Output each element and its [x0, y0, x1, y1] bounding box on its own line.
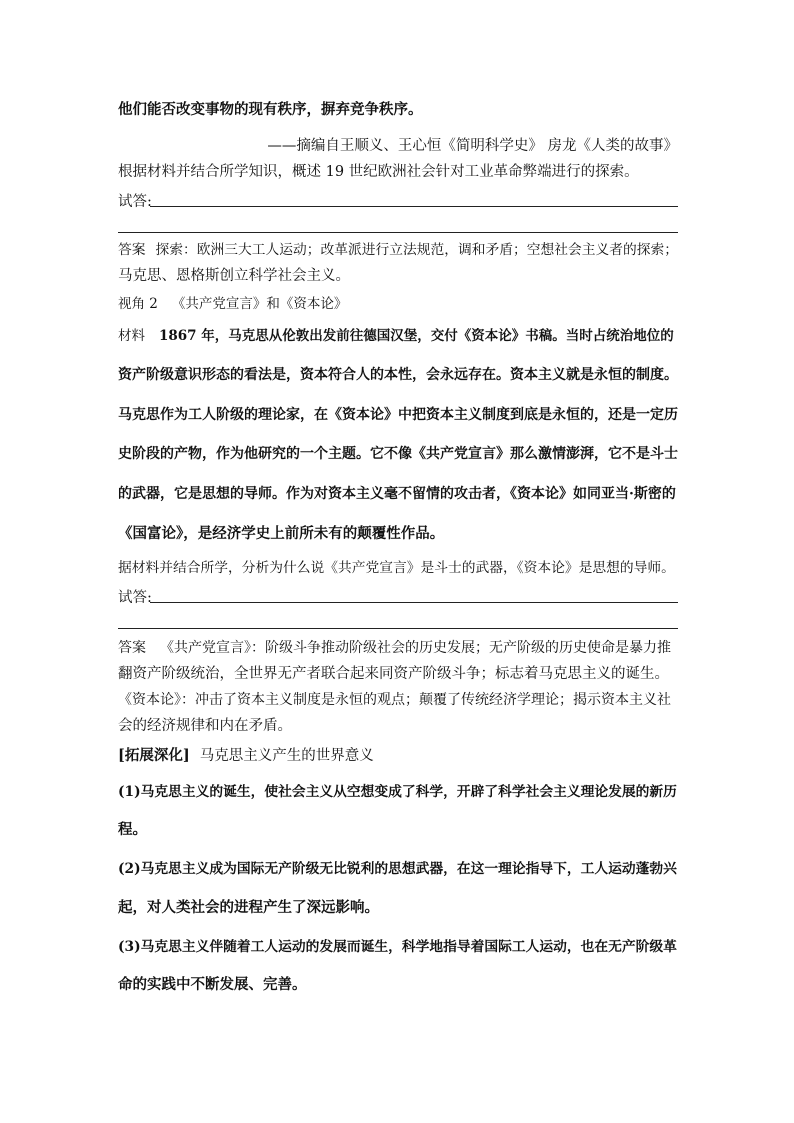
- source-citation: ——摘编自王顺义、王心恒《简明科学史》 房龙《人类的故事》: [267, 138, 678, 154]
- answer-line-1b[interactable]: [118, 232, 678, 233]
- extension-line-3: (2)马克思主义成为国际无产阶级无比锐利的思想武器，在这一理论指导下，工人运动蓬勃兴: [118, 861, 677, 877]
- answer-2-line-2: 翻资产阶级统治，全世界无产者联合起来同资产阶级斗争；标志着马克思主义的诞生。: [118, 666, 669, 682]
- material-label: 材料: [118, 328, 145, 344]
- material-text-1: 1867 年，马克思从伦敦出发前往德国汉堡，交付《资本论》书稿。当时占统治地位的: [159, 328, 674, 344]
- angle-2-title: 《共产党宣言》和《资本论》: [171, 296, 348, 312]
- extension-line-5: (3)马克思主义伴随着工人运动的发展而诞生，科学地指导着国际工人运动，也在无产阶级革: [118, 939, 677, 955]
- answer-line-2b[interactable]: [118, 628, 678, 629]
- angle-2-heading: [118, 294, 678, 314]
- answer-2-text-1: 《共产党宣言》：阶级斗争推动阶级社会的历史发展；无产阶级的历史使命是暴力推: [160, 640, 671, 656]
- question-2: 据材料并结合所学，分析为什么说《共产党宣言》是斗士的武器，《资本论》是思想的导师。: [118, 560, 675, 576]
- answer-1-line-1: [118, 240, 678, 260]
- material-line-3: 马克思作为工人阶级的理论家，在《资本论》中把资本主义制度到底是永恒的，还是一定历: [118, 407, 678, 423]
- extension-line-6: 命的实践中不断发展、完善。: [118, 976, 307, 993]
- material-line-4: 史阶段的产物，作为他研究的一个主题。它不像《共产党宣言》那么激情澎湃，它不是斗士: [118, 446, 678, 462]
- answer-2-label: 答案: [118, 640, 146, 656]
- material-line-1: [118, 326, 678, 346]
- answer-prompt-2: 试答:: [118, 590, 152, 606]
- answer-1-label: 答案: [118, 242, 146, 258]
- extension-line-2: 程。: [118, 821, 147, 838]
- material-line-5: 的武器，它是思想的导师。作为对资本主义毫不留情的攻击者，《资本论》如同亚当·斯密的: [118, 486, 676, 502]
- answer-1-text-1: 探索：欧洲三大工人运动；改革派进行立法规范，调和矛盾；空想社会主义者的探索；: [155, 242, 679, 258]
- material-line-6: 《国富论》，是经济学史上前所未有的颠覆性作品。: [118, 525, 445, 542]
- material-continuation: 他们能否改变事物的现有秩序，摒弃竞争秩序。: [118, 101, 423, 118]
- angle-2-label: 视角 2: [118, 296, 158, 312]
- answer-2-line-3: 《资本论》：冲击了资本主义制度是永恒的观点；颠覆了传统经济学理论；揭示资本主义社: [118, 692, 671, 708]
- extension-line-1: (1)马克思主义的诞生，使社会主义从空想变成了科学，开辟了科学社会主义理论发展的新历: [118, 784, 677, 800]
- answer-line-2a[interactable]: [150, 602, 678, 603]
- question-1: 根据材料并结合所学知识，概述 19 世纪欧洲社会针对工业革命弊端进行的探索。: [118, 164, 639, 180]
- answer-line-1a[interactable]: [150, 206, 678, 207]
- extension-title: 马克思主义产生的世界意义: [199, 748, 374, 764]
- answer-2-line-4: 会的经济规律和内在矛盾。: [118, 718, 292, 734]
- material-line-2: 资产阶级意识形态的看法是，资本符合人的本性，会永远存在。资本主义就是永恒的制度。: [118, 367, 678, 383]
- extension-line-4: 起，对人类社会的进程产生了深远影响。: [118, 899, 379, 916]
- extension-heading: [118, 746, 678, 766]
- extension-tag: [拓展深化]: [118, 747, 190, 764]
- answer-prompt-1: 试答:: [118, 194, 152, 210]
- answer-2-line-1: [118, 638, 678, 658]
- answer-1-line-2: 马克思、恩格斯创立科学社会主义。: [118, 268, 350, 284]
